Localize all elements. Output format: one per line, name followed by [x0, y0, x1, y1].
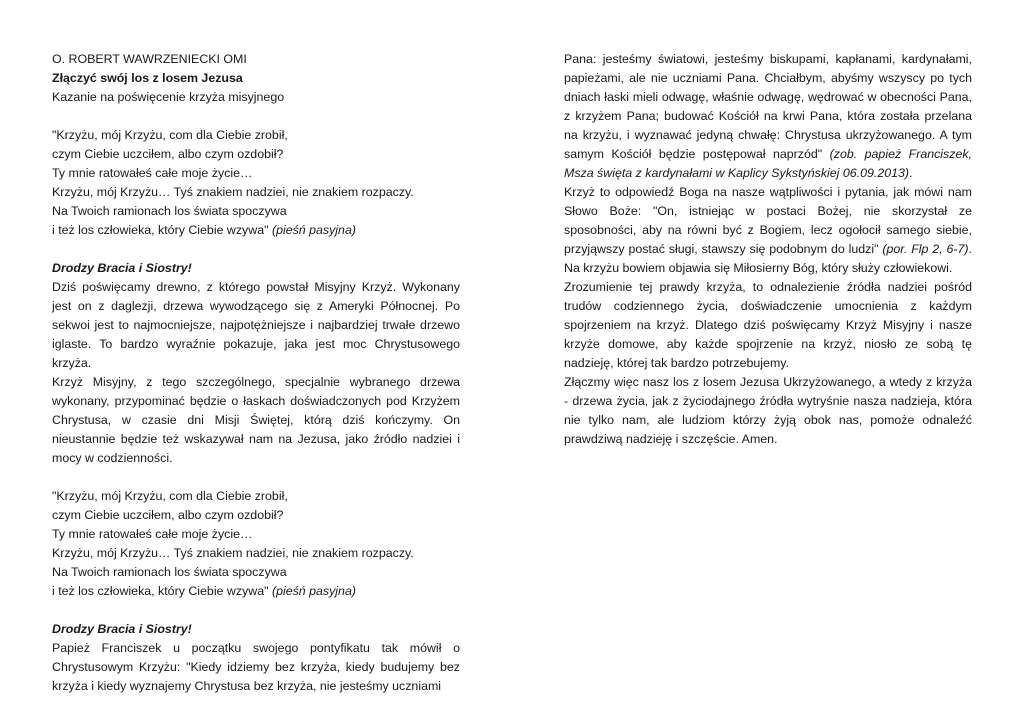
- poem-line: czym Ciebie uczciłem, albo czym ozdobił?: [52, 147, 284, 161]
- poem-last-line: i też los człowieka, który Ciebie wzywa": [52, 584, 272, 598]
- paragraph: Dziś poświęcamy drewno, z którego powstał Misyjny Krzyż. Wykonany jest on z daglezji, drzewa wywodzącego się z Ameryki Północnej. Po sekwoi jest to najmocniejsze, najpotężniejsze i najbardziej trwałe drzewo iglaste. To bardzo wyraźnie pokazuje, jaka jest moc Chrystusowego krzyża.: [52, 280, 460, 370]
- left-column: [52, 50, 460, 696]
- poem-line: Na Twoich ramionach los świata spoczywa: [52, 204, 287, 218]
- greeting: Drodzy Bracia i Siostry!: [52, 261, 192, 275]
- paragraph: Zrozumienie tej prawdy krzyża, to odnalezienie źródła nadziei pośród trudów codziennego życia, doświadczenie umocnienia z każdym spojrzeniem na krzyż. Dlatego dziś poświęcamy Krzyż Misyjny i nasze krzyże domowe, aby każde spojrzenie na krzyż, niosło ze sobą tę nadzieję, której tak bardzo potrzebujemy.: [564, 280, 972, 370]
- poem-line: czym Ciebie uczciłem, albo czym ozdobił?: [52, 508, 284, 522]
- right-column: [564, 50, 972, 449]
- citation: (por. Flp 2, 6-7): [882, 242, 969, 256]
- poem-line: Krzyżu, mój Krzyżu… Tyś znakiem nadziei, nie znakiem rozpaczy.: [52, 546, 414, 560]
- sermon-subtitle: Kazanie na poświęcenie krzyża misyjnego: [52, 90, 285, 104]
- paragraph: [564, 50, 972, 183]
- poem-last-line: i też los człowieka, który Ciebie wzywa": [52, 223, 272, 237]
- paragraph-text: Krzyż to odpowiedź Boga na nasze wątpliwości i pytania, jak mówi nam Słowo Boże: "On, istniejąc w postaci Bożej, nie skorzystał ze sposobności, aby na równi być z Bogiem, lecz ogołocił samego siebie, przyjąwszy postać sługi, stawszy się podobnym do ludzi": [564, 185, 972, 256]
- paragraph: Krzyż Misyjny, z tego szczególnego, specjalnie wybranego drzewa wykonany, przypominać będzie o łaskach doświadczonych pod Krzyżem Chrystusa, w czasie dni Misji Świętej, którą dziś kończymy. On nieustannie będzie też wskazywał nam na Jezusa, jako źródło nadziei i mocy w codzienności.: [52, 375, 460, 465]
- poem-stanza-2: [52, 487, 460, 601]
- poem-line: [52, 582, 460, 601]
- paragraph: Złączmy więc nasz los z losem Jezusa Ukrzyżowanego, a wtedy z krzyża - drzewa życia, jak z życiodajnego źródła wytryśnie nasza nadzieja, która nie tylko nam, ale ludziom którzy żyją obok nas, pomoże odnaleźć prawdziwą nadzieję i szczęście. Amen.: [564, 375, 972, 446]
- paragraph-end: .: [909, 166, 913, 180]
- poem-line: "Krzyżu, mój Krzyżu, com dla Ciebie zrobił,: [52, 489, 288, 503]
- paragraph-text: Pana: jesteśmy światowi, jesteśmy biskupami, kapłanami, kardynałami, papieżami, ale nie uczniami Pana. Chciałbym, abyśmy wszyscy po tych dniach łaski mieli odwagę, właśnie odwagę, wędrować w obecności Pana, z krzyżem Pana; budować Kościół na krwi Pana, która została przelana na krzyżu, i wyznawać jedyną chwałę: Chrystusa ukrzyżowanego. A tym samym Kościół będzie postępował naprzód": [564, 52, 972, 161]
- poem-line: Ty mnie ratowałeś całe moje życie…: [52, 166, 253, 180]
- citation: (zob. papież Franciszek, Msza święta z kardynałami w Kaplicy Sykstyńskiej 06.09.2013): [564, 147, 972, 180]
- poem-line: Ty mnie ratowałeś całe moje życie…: [52, 527, 253, 541]
- poem-citation: (pieśń pasyjna): [271, 584, 356, 598]
- author-name: O. ROBERT WAWRZENIECKI OMI: [52, 52, 247, 66]
- paragraph-end: . Na krzyżu bowiem objawia się Miłosierny Bóg, który służy człowiekowi.: [564, 242, 972, 275]
- poem-line: "Krzyżu, mój Krzyżu, com dla Ciebie zrobił,: [52, 128, 288, 142]
- poem-line: [52, 221, 460, 240]
- paragraph: Papież Franciszek u początku swojego pontyfikatu tak mówił o Chrystusowym Krzyżu: "Kiedy idziemy bez krzyża, kiedy budujemy bez krzyża i kiedy wyznajemy Chrystusa bez krzyża, nie jesteśmy uczniami: [52, 641, 460, 693]
- greeting: Drodzy Bracia i Siostry!: [52, 622, 192, 636]
- poem-citation: (pieśń pasyjna): [271, 223, 356, 237]
- poem-line: Na Twoich ramionach los świata spoczywa: [52, 565, 287, 579]
- poem-line: Krzyżu, mój Krzyżu… Tyś znakiem nadziei, nie znakiem rozpaczy.: [52, 185, 414, 199]
- sermon-title: Złączyć swój los z losem Jezusa: [52, 71, 243, 85]
- paragraph: [564, 183, 972, 278]
- poem-stanza-1: [52, 126, 460, 240]
